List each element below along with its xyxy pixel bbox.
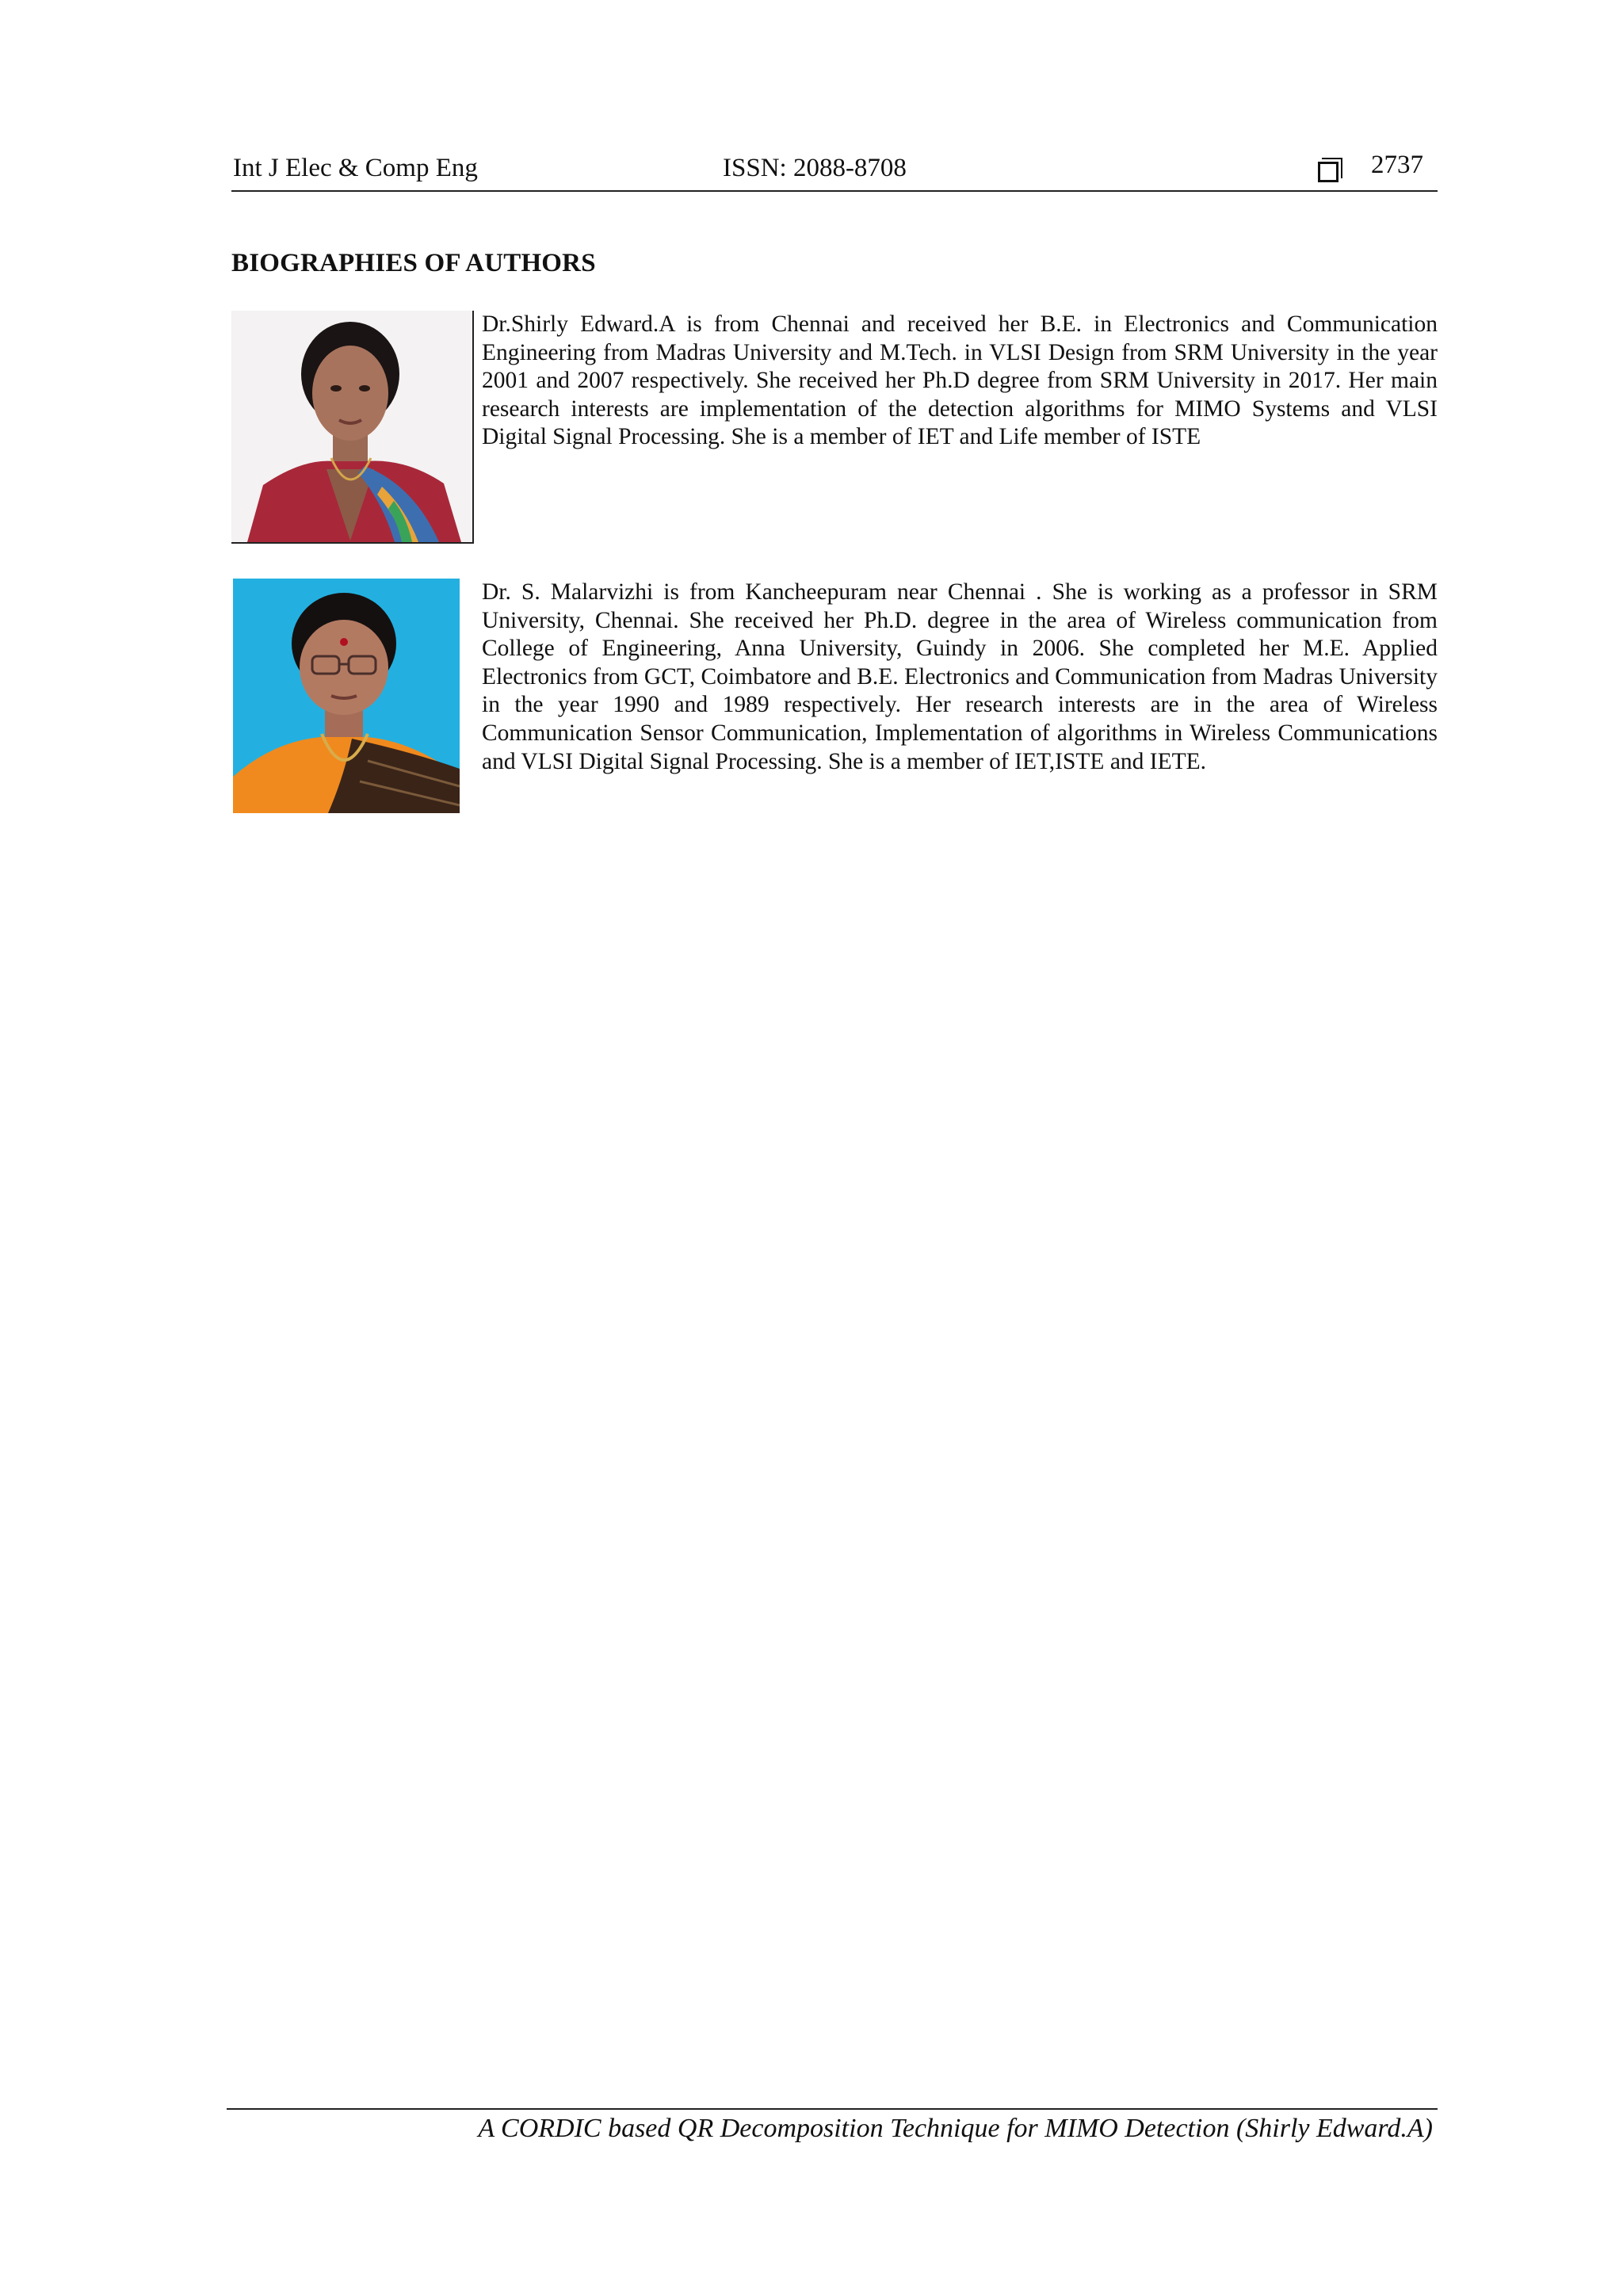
journal-name: Int J Elec & Comp Eng	[233, 154, 478, 182]
section-title: BIOGRAPHIES OF AUTHORS	[231, 249, 596, 277]
author-bio-text: Dr.Shirly Edward.A is from Chennai and received her B.E. in Electronics and Communication Engineering from Madras University and M.Tech. in VLSI Design from SRM University in the year 2001 and 2007 respectively. She received her Ph.D degree from SRM University in 2017. Her main research interests are implementation of the detection algorithms for MIMO Systems and VLSI Digital Signal Processing. She is a member of IET and Life member of ISTE	[482, 311, 1438, 450]
author-biography	[231, 579, 1438, 813]
footer-divider	[227, 2108, 1438, 2110]
author-portrait-icon	[231, 311, 472, 542]
running-title: A CORDIC based QR Decomposition Technique for MIMO Detection (Shirly Edward.A)	[478, 2114, 1433, 2143]
author-portrait-icon	[233, 579, 460, 813]
author-photo	[231, 311, 474, 544]
author-biography	[231, 311, 1438, 545]
page-header	[231, 151, 1438, 192]
page-number: 2737	[1371, 151, 1423, 179]
checkbox-icon	[1318, 162, 1338, 182]
author-photo	[233, 579, 460, 813]
author-bio-text: Dr. S. Malarvizhi is from Kancheepuram near Chennai . She is working as a professor in SRM University, Chennai. She received her Ph.D. degree in the area of Wireless communication from College of Engineering, Anna University, Guindy in 2006. She completed her M.E. Applied Electronics from GCT, Coimbatore and B.E. Electronics and Communication from Madras University in the year 1990 and 1989 respectively. Her research interests are in the area of Wireless Communication Sensor Communication, Implementation of algorithms in Wireless Communications and VLSI Digital Signal Processing. She is a member of IET,ISTE and IETE.	[482, 579, 1438, 774]
issn: ISSN: 2088-8708	[723, 154, 907, 182]
